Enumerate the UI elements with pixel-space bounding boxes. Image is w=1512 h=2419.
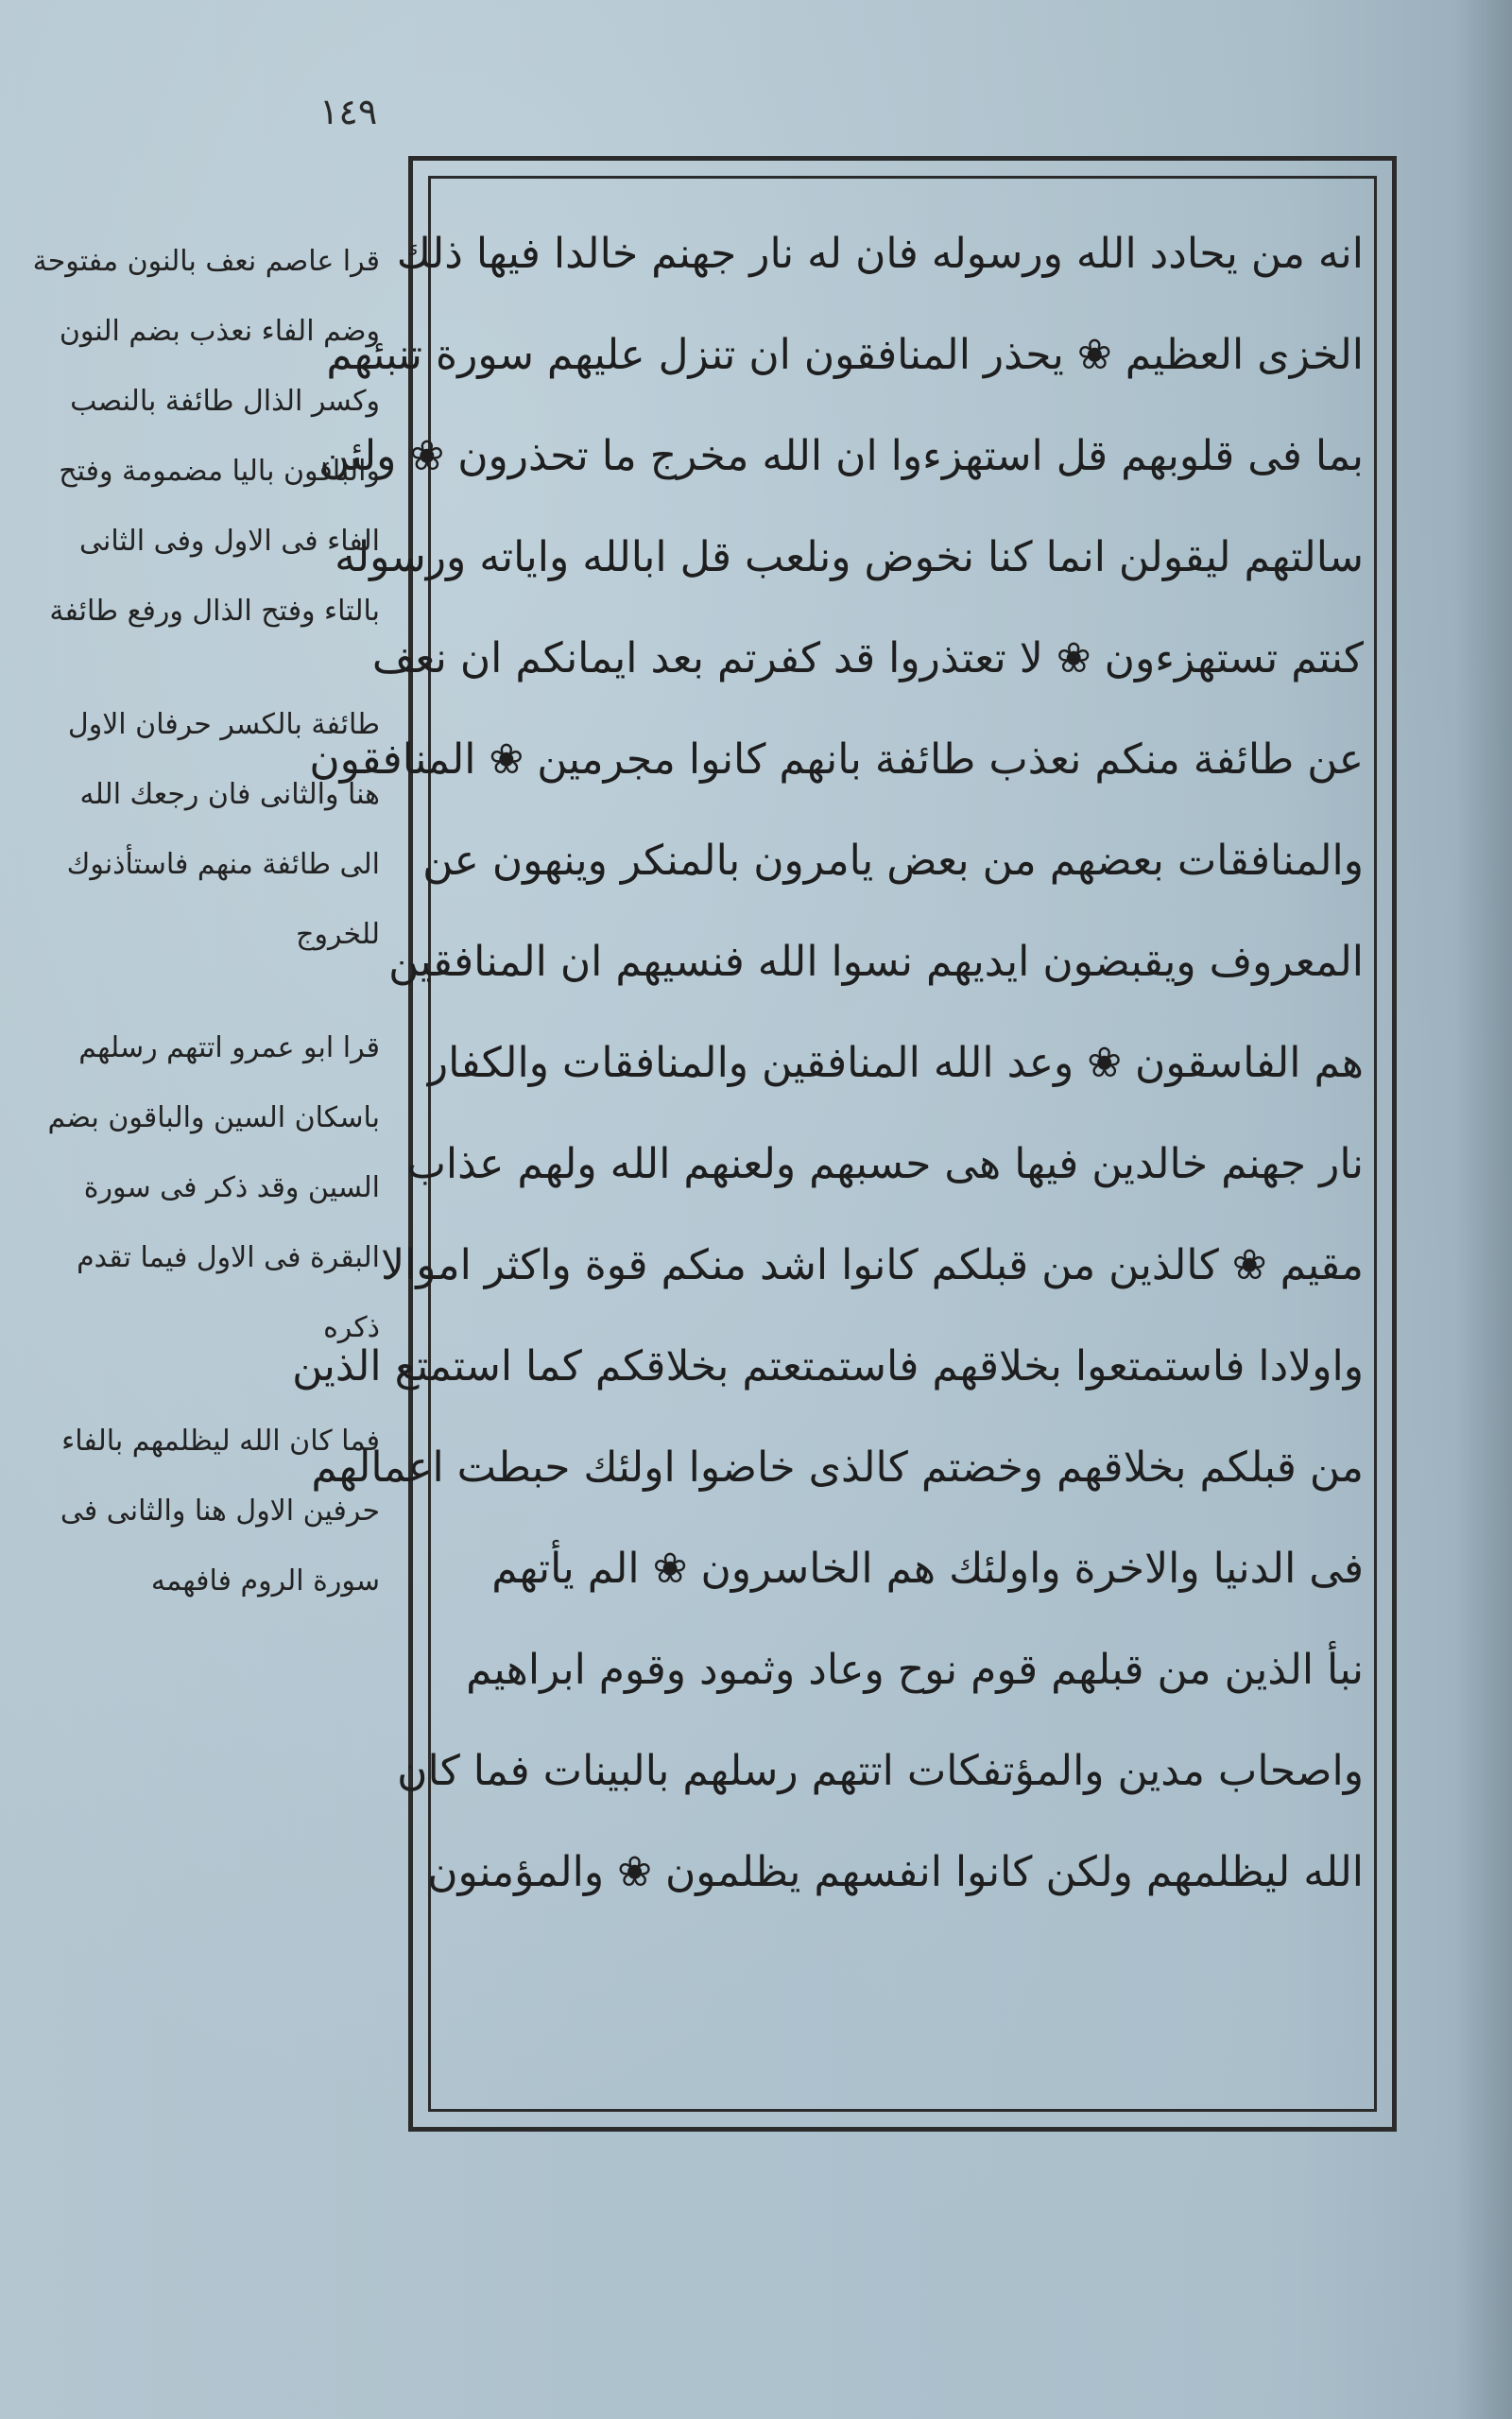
page-edge-shadow [1455,0,1512,2419]
margin-note-line: ذكره [323,1311,380,1344]
margin-note [59,1407,380,1616]
main-text-line: عن طائفة منكم نعذب طائفة بانهم كانوا مجرمين ❀ المنافقون [309,735,1364,784]
margin-note-line: طائفة بالكسر حرفان الاول [67,708,380,741]
margin-note-line: للخروج [296,918,380,951]
margin-note-line: السين وقد ذكر فى سورة [83,1171,380,1204]
main-text-line: والمنافقات بعضهم من بعض يامرون بالمنكر وينهون عن [422,837,1364,885]
main-text-line: واولادا فاستمتعوا بخلاقهم فاستمتعتم بخلاقكم كما استمتع الذين [292,1342,1364,1391]
main-text-line: مقيم ❀ كالذين من قبلكم كانوا اشد منكم قوة واكثر اموالا [380,1241,1364,1289]
margin-note-line: وضم الفاء نعذب بضم النون [59,315,380,348]
main-text-line: هم الفاسقون ❀ وعد الله المنافقين والمنافقات والكفار [427,1039,1364,1087]
margin-note-line: باسكان السين والباقون بضم [47,1101,380,1134]
main-text-line: بما فى قلوبهم قل استهزءوا ان الله مخرج ما تحذرون ❀ ولئن [318,432,1364,480]
main-text-line: فى الدنيا والاخرة واولئك هم الخاسرون ❀ الم يأتهم [491,1545,1364,1593]
margin-note [59,690,380,970]
margin-note-line: وكسر الذال طائفة بالنصب [70,385,380,418]
main-text-line: نار جهنم خالدين فيها هى حسبهم ولعنهم الله ولهم عذاب [406,1140,1364,1188]
margin-notes-column [32,227,380,1660]
margin-note-line: سورة الروم فافهمه [150,1564,380,1598]
margin-note-line: حرفين الاول هنا والثانى فى [60,1495,380,1528]
margin-note [47,1013,380,1363]
main-text-line: من قبلكم بخلاقهم وخضتم كالذى خاضوا اولئك حبطت اعمالهم [311,1443,1364,1492]
margin-note-line: والباقون باليا مضمومة وفتح [59,455,380,488]
margin-note-line: فما كان الله ليظلمهم بالفاء [61,1425,380,1458]
margin-note-line: قرا عاصم نعف بالنون مفتوحة [32,245,380,278]
main-text-line: المعروف ويقبضون ايديهم نسوا الله فنسيهم ان المنافقين [388,938,1364,986]
main-text-line: كنتم تستهزءون ❀ لا تعتذروا قد كفرتم بعد ايمانكم ان نعف [371,634,1364,683]
margin-note-line: بالتاء وفتح الذال ورفع طائفة [49,595,380,628]
main-text-line: سالتهم ليقولن انما كنا نخوض ونلعب قل ابالله واياته ورسوله [335,533,1364,581]
margin-note-line: الى طائفة منهم فاستأذنوك [66,848,380,881]
main-text-line: انه من يحادد الله ورسوله فان له نار جهنم خالدا فيها ذلك [396,230,1364,278]
margin-note-line: هنا والثانى فان رجعك الله [79,778,380,811]
main-text-line: الخزى العظيم ❀ يحذر المنافقون ان تنزل عليهم سورة تنبئهم [326,331,1364,379]
margin-note-line: قرا ابو عمرو اتتهم رسلهم [78,1031,380,1064]
margin-note [32,227,380,647]
main-text-line: نبأ الذين من قبلهم قوم نوح وعاد وثمود وقوم ابراهيم [466,1646,1364,1694]
main-text-line: الله ليظلمهم ولكن كانوا انفسهم يظلمون ❀ والمؤمنون [427,1848,1364,1896]
margin-note-line: البقرة فى الاول فيما تقدم [77,1241,380,1274]
main-text-line: واصحاب مدين والمؤتفكات اتتهم رسلهم بالبينات فما كان [397,1747,1364,1795]
page-number: ١٤٩ [319,91,378,132]
margin-note-line: الفاء فى الاول وفى الثانى [79,525,380,558]
